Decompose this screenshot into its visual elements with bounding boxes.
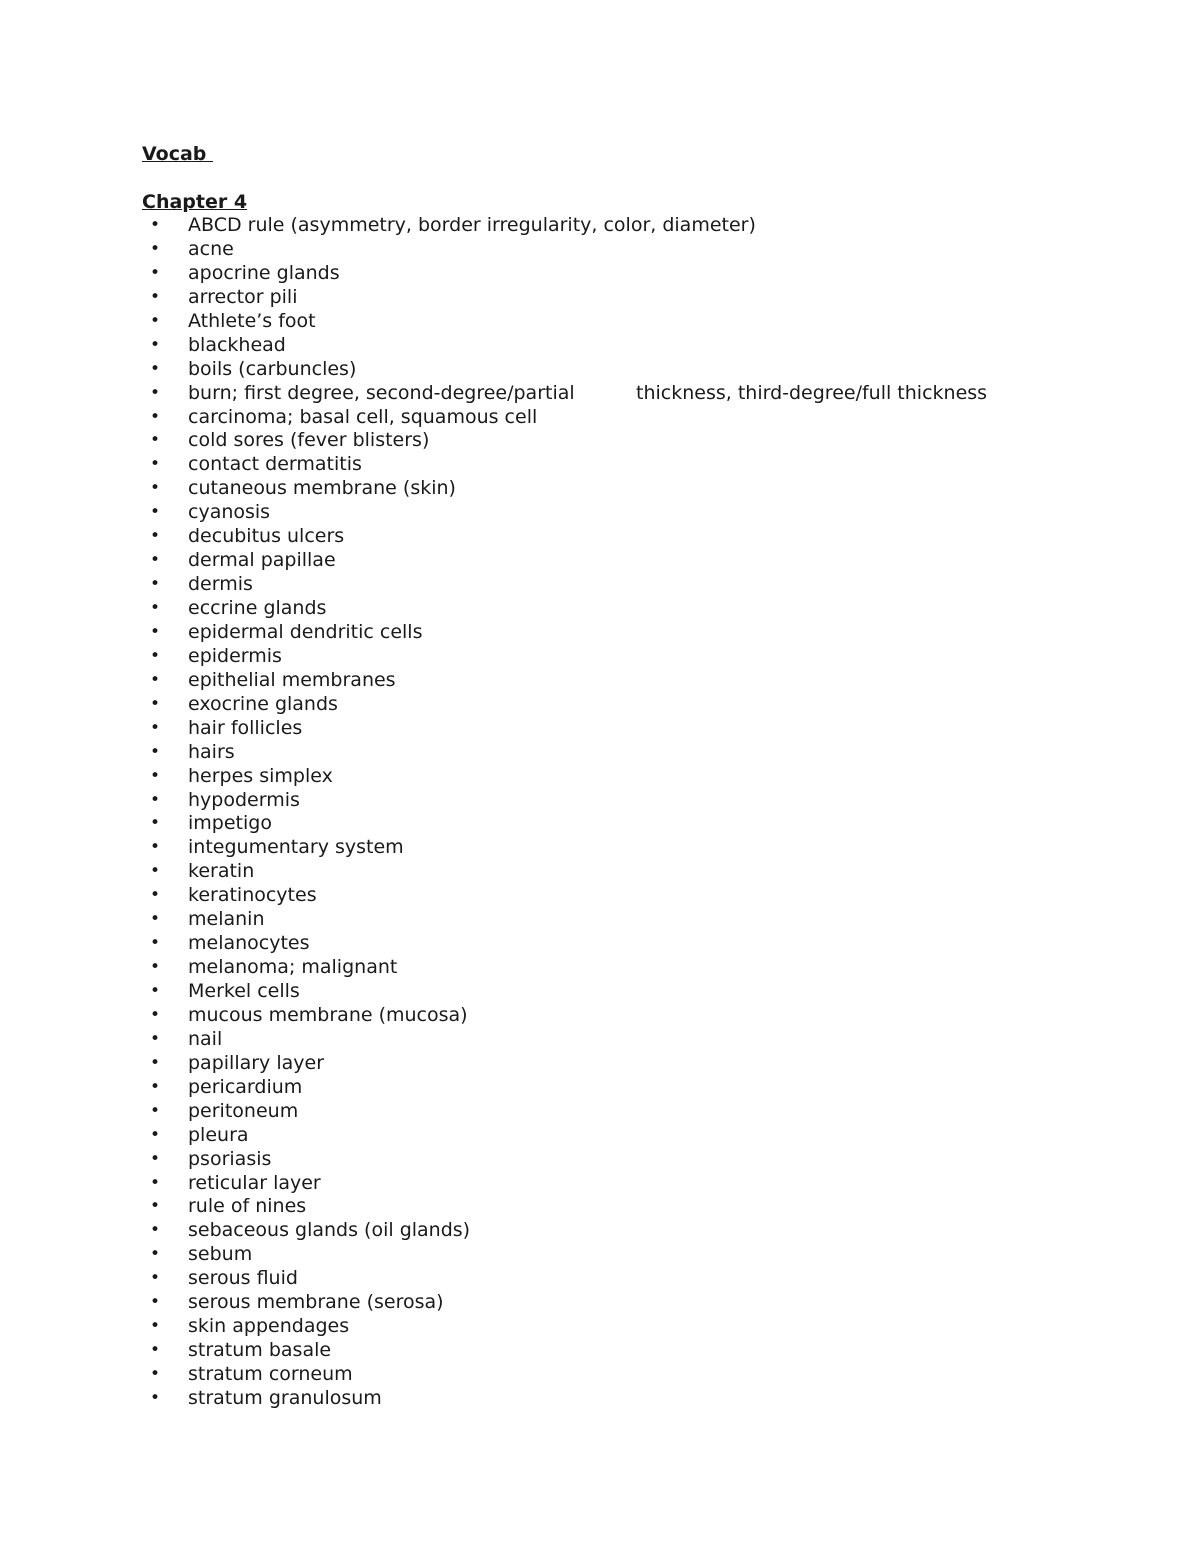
bullet-icon: • — [150, 262, 161, 283]
bullet-icon: • — [150, 669, 161, 690]
bullet-icon: • — [150, 478, 161, 499]
vocab-term: boils (carbuncles) — [188, 357, 357, 380]
vocab-term: rule of nines — [188, 1195, 307, 1218]
vocab-term: contact dermatitis — [188, 453, 362, 476]
vocab-term: hair follicles — [188, 716, 303, 739]
bullet-icon: • — [150, 502, 161, 523]
vocab-term: keratinocytes — [188, 884, 317, 907]
bullet-icon: • — [150, 526, 161, 547]
vocab-term: acne — [188, 237, 234, 260]
vocab-term: peritoneum — [188, 1099, 299, 1122]
bullet-icon: • — [150, 574, 161, 595]
vocab-term: Merkel cells — [188, 980, 300, 1002]
bullet-icon: • — [150, 1076, 161, 1097]
vocab-term: skin appendages — [188, 1315, 350, 1338]
bullet-icon: • — [150, 310, 161, 331]
bullet-icon: • — [150, 1364, 161, 1384]
bullet-icon: • — [150, 741, 161, 762]
bullet-icon: • — [150, 933, 161, 954]
vocab-term: cold sores (fever blisters) — [188, 429, 430, 452]
bullet-icon: • — [150, 358, 161, 379]
vocab-term: melanoma; malignant — [188, 956, 398, 979]
bullet-icon: • — [150, 861, 161, 882]
bullet-icon: • — [150, 1220, 161, 1241]
bullet-icon: • — [150, 454, 161, 475]
vocab-term: cutaneous membrane (skin) — [188, 477, 456, 500]
vocab-term: dermal papillae — [188, 549, 336, 572]
bullet-icon: • — [150, 1124, 161, 1145]
vocab-term: Athlete’s foot — [188, 309, 316, 332]
vocab-term: mucous membrane (mucosa) — [188, 1003, 468, 1026]
vocab-term: cyanosis — [188, 501, 271, 524]
vocab-term: stratum corneum — [188, 1363, 353, 1385]
vocab-term: hypodermis — [188, 788, 300, 811]
vocab-term: melanin — [188, 908, 265, 931]
vocab-term: epidermal dendritic cells — [188, 620, 423, 643]
bullet-icon: • — [150, 717, 161, 738]
vocab-term: blackhead — [188, 333, 286, 356]
bullet-icon: • — [150, 1387, 161, 1408]
bullet-icon: • — [150, 909, 161, 930]
vocab-term: dermis — [188, 573, 253, 596]
vocab-term: integumentary system — [188, 836, 404, 859]
bullet-icon: • — [150, 334, 161, 355]
bullet-icon: • — [150, 406, 161, 427]
vocab-term: reticular layer — [188, 1171, 321, 1194]
vocab-term: melanocytes — [188, 932, 310, 955]
vocab-term: nail — [188, 1027, 223, 1050]
vocab-term: stratum granulosum — [188, 1386, 382, 1409]
vocab-term: impetigo — [188, 812, 272, 835]
bullet-icon: • — [150, 1028, 161, 1049]
bullet-icon: • — [150, 598, 161, 618]
vocab-term: stratum basale — [188, 1339, 332, 1362]
vocab-term-continuation: thickness, third-degree/full thickness — [636, 381, 988, 404]
bullet-icon: • — [150, 1268, 161, 1289]
vocab-term: carcinoma; basal cell, squamous cell — [188, 405, 538, 428]
bullet-icon: • — [150, 238, 161, 259]
vocab-term: keratin — [188, 860, 255, 883]
bullet-icon: • — [150, 765, 161, 786]
bullet-icon: • — [150, 645, 161, 666]
bullet-icon: • — [150, 621, 161, 642]
vocab-term: epidermis — [188, 644, 282, 667]
document-title: Vocab — [142, 143, 214, 165]
vocab-term: eccrine glands — [188, 597, 327, 619]
vocab-term: pleura — [188, 1123, 249, 1146]
bullet-icon: • — [150, 1244, 161, 1265]
vocab-term: herpes simplex — [188, 764, 333, 787]
vocab-term: papillary layer — [188, 1051, 325, 1074]
bullet-icon: • — [150, 789, 161, 810]
bullet-icon: • — [150, 957, 161, 978]
vocab-term: epithelial membranes — [188, 668, 396, 691]
bullet-icon: • — [150, 1196, 161, 1217]
bullet-icon: • — [150, 550, 161, 571]
bullet-icon: • — [150, 885, 161, 906]
vocab-term: serous membrane (serosa) — [188, 1291, 444, 1314]
vocab-term: pericardium — [188, 1075, 303, 1098]
vocab-term: apocrine glands — [188, 261, 340, 284]
chapter-heading: Chapter 4 — [142, 191, 248, 213]
vocab-term: serous fluid — [188, 1267, 298, 1290]
bullet-icon: • — [150, 1148, 161, 1169]
bullet-icon: • — [150, 837, 161, 858]
vocab-term: burn; first degree, second-degree/partial — [188, 381, 575, 404]
bullet-icon: • — [150, 1004, 161, 1025]
vocab-term: exocrine glands — [188, 692, 338, 715]
bullet-icon: • — [150, 215, 161, 235]
bullet-icon: • — [150, 382, 161, 403]
bullet-icon: • — [150, 1316, 161, 1337]
vocab-term: arrector pili — [188, 285, 298, 308]
vocab-term: sebum — [188, 1243, 253, 1266]
vocab-term: ABCD rule (asymmetry, border irregularity, color, diameter) — [188, 214, 756, 236]
bullet-icon: • — [150, 1172, 161, 1193]
bullet-icon: • — [150, 286, 161, 307]
bullet-icon: • — [150, 813, 161, 834]
bullet-icon: • — [150, 1292, 161, 1313]
bullet-icon: • — [150, 1100, 161, 1121]
bullet-icon: • — [150, 693, 161, 714]
bullet-icon: • — [150, 1052, 161, 1073]
bullet-icon: • — [150, 1340, 161, 1361]
vocab-term: sebaceous glands (oil glands) — [188, 1219, 471, 1242]
bullet-icon: • — [150, 430, 161, 451]
vocab-term: psoriasis — [188, 1147, 272, 1170]
bullet-icon: • — [150, 981, 161, 1001]
vocab-term: hairs — [188, 740, 235, 763]
vocab-term: decubitus ulcers — [188, 525, 345, 548]
